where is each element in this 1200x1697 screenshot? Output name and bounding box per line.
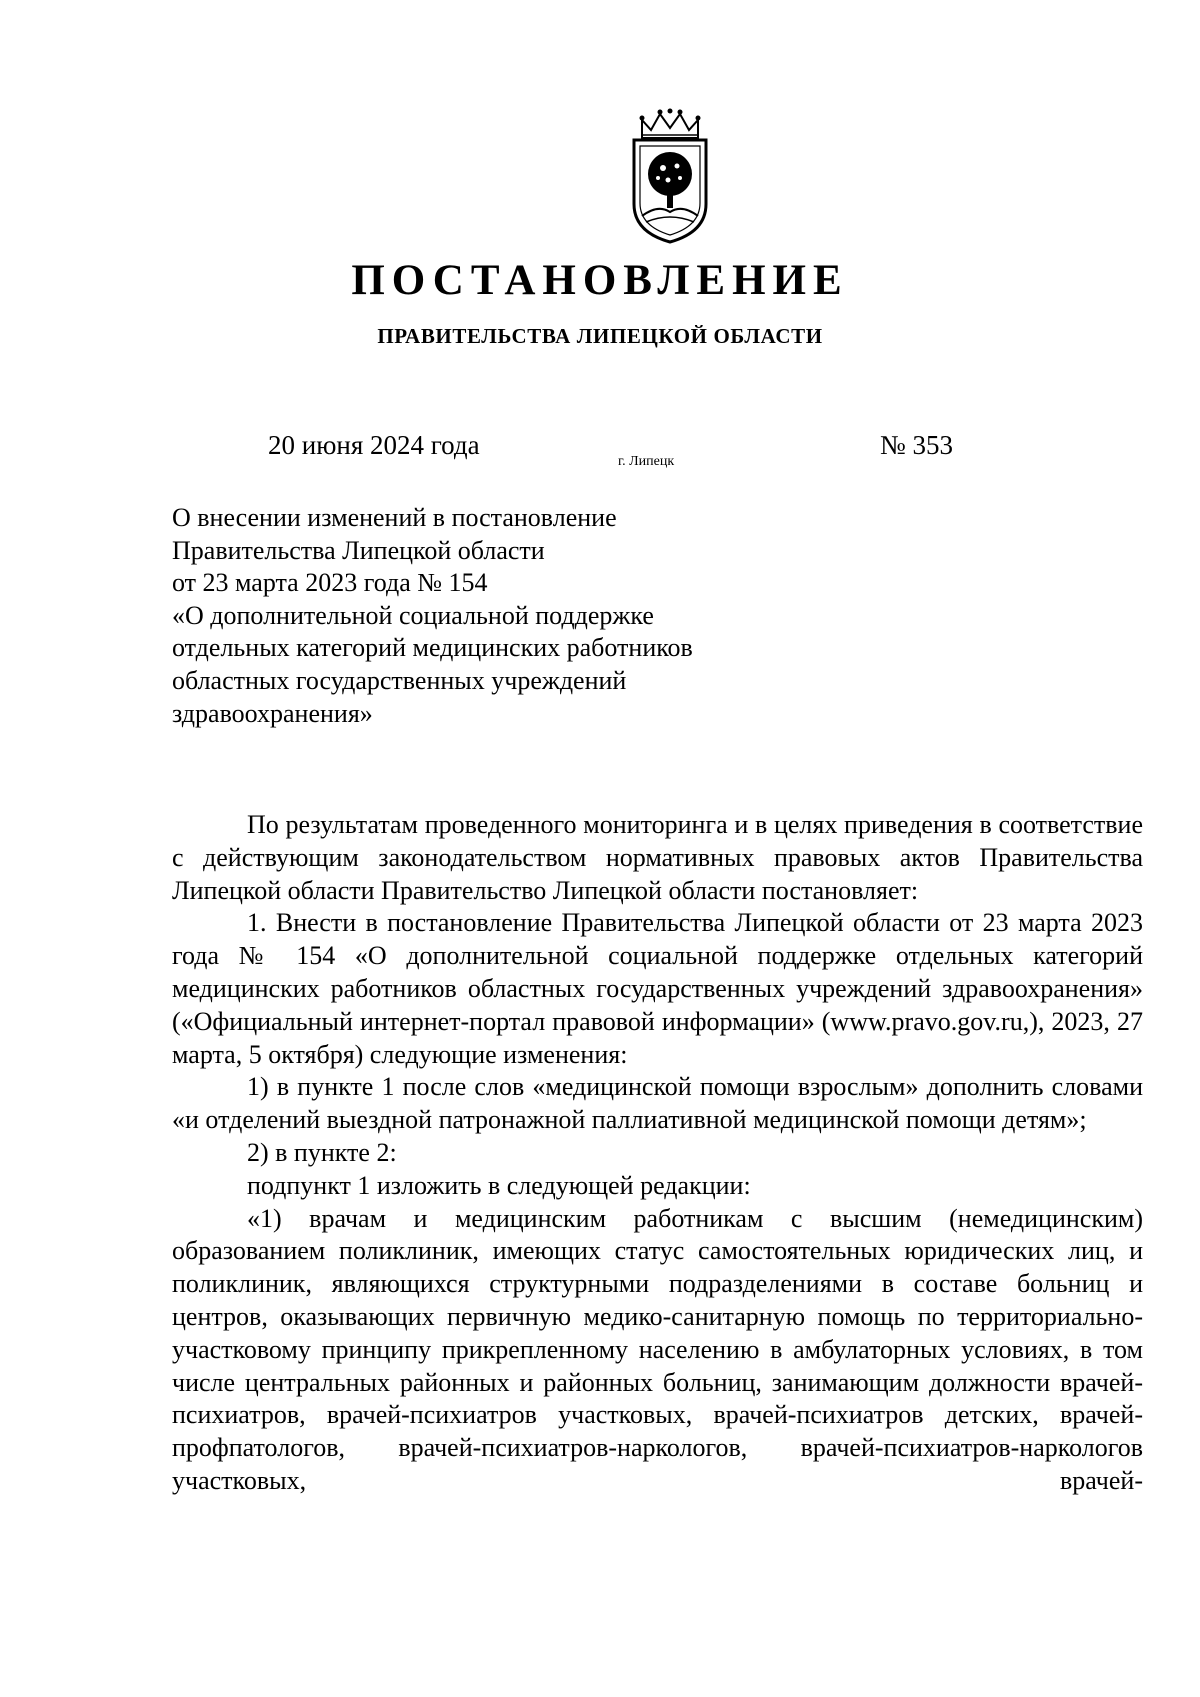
document-title: ПОСТАНОВЛЕНИЕ bbox=[351, 257, 849, 304]
heading-line: отдельных категорий медицинских работников bbox=[172, 633, 693, 663]
document-date: 20 июня 2024 года bbox=[268, 430, 480, 460]
body-paragraph: «1) врачам и медицинским работникам с высшим (немедицинским) образованием поликлиник, имеющих статус самостоятельных юридических лиц, и поликлиник, являющихся структурными подразделениями в составе больниц и центров, оказывающих первичную медико-санитарную помощь по территориально-участковому принципу прикрепленному населению в амбулаторных условиях, в том числе центральных районных и районных больниц, занимающим должности врачей-психиатров, врачей-психиатров участковых, врачей-психиатров детских, врачей-профпатологов, врачей-психиатров-наркологов, врачей-психиатров-наркологов участковых, врачей- bbox=[172, 1203, 1143, 1495]
coat-of-arms-icon bbox=[620, 108, 720, 248]
document-body bbox=[172, 809, 1143, 1498]
document-number: № 353 bbox=[880, 430, 954, 460]
document-subtitle: ПРАВИТЕЛЬСТВА ЛИПЕЦКОЙ ОБЛАСТИ bbox=[377, 324, 823, 348]
body-paragraph: 1) в пункте 1 после слов «медицинской помощи взрослым» дополнить словами «и отделений выездной патронажной паллиативной медицинской помощи детям»; bbox=[172, 1072, 1143, 1135]
heading-line: Правительства Липецкой области bbox=[172, 535, 545, 565]
heading-line: от 23 марта 2023 года № 154 bbox=[172, 568, 488, 598]
heading-line: О внесении изменений в постановление bbox=[172, 503, 617, 532]
body-paragraph: 1. Внести в постановление Правительства Липецкой области от 23 марта 2023 года № 154 «О дополнительной социальной поддержке отдельных категорий медицинских работников областных государственных учреждений здравоохранения» («Официальный интернет-портал правовой информации» (www.pravo.gov.ru,), 2023, 27 марта, 5 октября) следующие изменения: bbox=[172, 908, 1143, 1069]
heading-line: здравоохранения» bbox=[172, 698, 373, 728]
document-heading bbox=[172, 502, 812, 730]
body-paragraph: 2) в пункте 2: bbox=[247, 1137, 397, 1167]
body-paragraph: подпункт 1 изложить в следующей редакции: bbox=[247, 1170, 751, 1200]
document-city: г. Липецк bbox=[618, 454, 675, 469]
heading-line: «О дополнительной социальной поддержке bbox=[172, 600, 654, 630]
body-paragraph: По результатам проведенного мониторинга и в целях приведения в соответствие с действующим законодательством нормативных правовых актов Правительства Липецкой области Правительство Липецкой области постановляет: bbox=[172, 810, 1143, 905]
heading-line: областных государственных учреждений bbox=[172, 665, 627, 695]
